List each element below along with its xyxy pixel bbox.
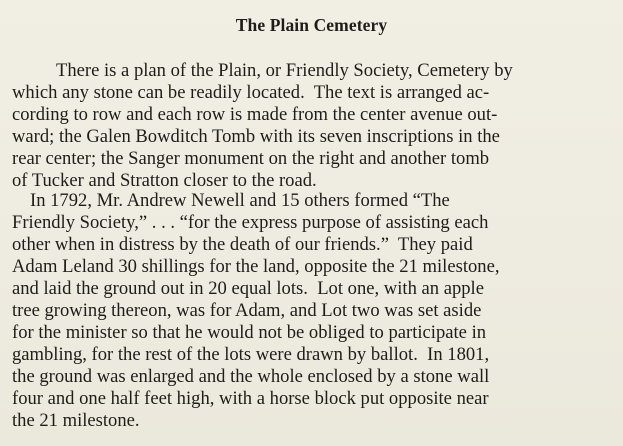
text-line: and laid the ground out in 20 equal lots. Lot one, with an apple xyxy=(12,278,484,299)
text-line: ward; the Galen Bowditch Tomb with its seven inscriptions in the xyxy=(12,126,500,147)
text-line: which any stone can be readily located. The text is arranged ac- xyxy=(12,82,490,103)
text-line: tree growing thereon, was for Adam, and Lot two was set aside xyxy=(12,300,482,321)
text-line: of Tucker and Stratton closer to the road. xyxy=(12,170,317,191)
text-line: gambling, for the rest of the lots were drawn by ballot. In 1801, xyxy=(12,344,490,365)
text-line: rear center; the Sanger monument on the right and another tomb xyxy=(12,148,490,169)
text-line: cording to row and each row is made from the center avenue out- xyxy=(12,104,498,125)
page-title: The Plain Cemetery xyxy=(235,15,388,35)
text-line: for the minister so that he would not be obliged to participate in xyxy=(12,322,487,343)
text-line: In 1792, Mr. Andrew Newell and 15 others formed “The xyxy=(30,190,450,211)
text-line: Friendly Society,” . . . “for the express purpose of assisting each xyxy=(12,212,489,233)
text-line: There is a plan of the Plain, or Friendly Society, Cemetery by xyxy=(56,60,513,81)
text-line: the ground was enlarged and the whole enclosed by a stone wall xyxy=(12,366,490,387)
text-line: four and one half feet high, with a horse block put opposite near xyxy=(12,388,489,409)
text-line: other when in distress by the death of our friends.” They paid xyxy=(12,234,473,255)
text-line: the 21 milestone. xyxy=(12,410,140,431)
text-line: Adam Leland 30 shillings for the land, opposite the 21 milestone, xyxy=(12,256,500,277)
